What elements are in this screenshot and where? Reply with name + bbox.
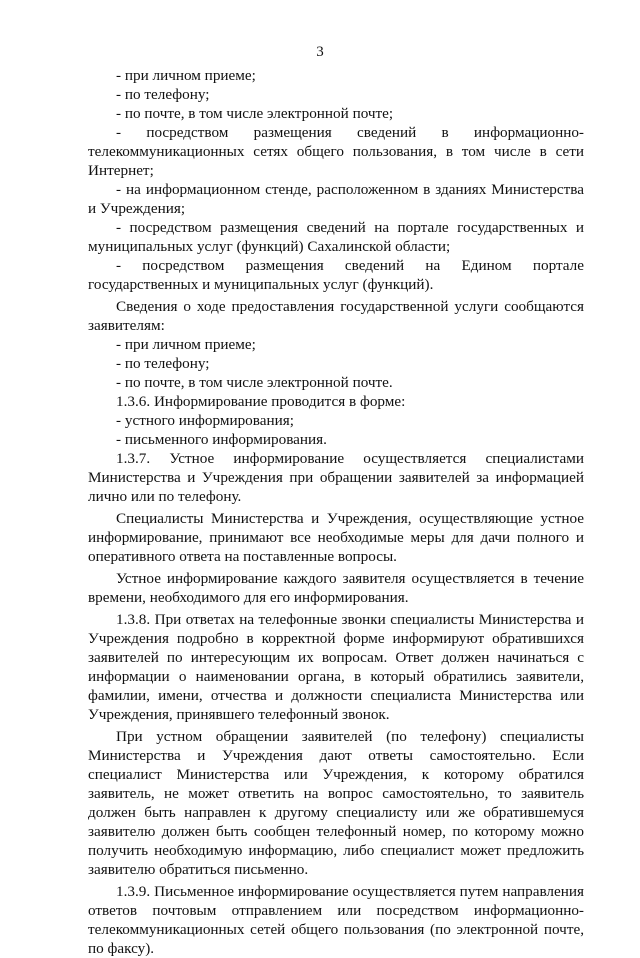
list-item: - посредством размещения сведений в информационно-телекоммуникационных сетях общего пользования, в том числе в сети Интернет; (88, 124, 584, 179)
list-item: - при личном приеме; (116, 67, 256, 84)
paragraph: Устное информирование каждого заявителя осуществляется в течение времени, необходимого для его информирования. (88, 570, 584, 606)
document-body (88, 66, 584, 958)
list-item: - по почте, в том числе электронной почте. (116, 374, 393, 391)
list-item: - по телефону; (116, 355, 210, 372)
list-item: - письменного информирования. (116, 431, 327, 448)
paragraph: Сведения о ходе предоставления государственной услуги сообщаются заявителям: (88, 298, 584, 334)
list-item: - по почте, в том числе электронной почте; (116, 105, 394, 122)
list-item: - посредством размещения сведений на Едином портале государственных и муниципальных услуг (функций). (88, 257, 584, 293)
paragraph: Специалисты Министерства и Учреждения, осуществляющие устное информирование, принимают все необходимые меры для дачи полного и оперативного ответа на поставленные вопросы. (88, 510, 584, 565)
section-paragraph: 1.3.8. При ответах на телефонные звонки специалисты Министерства и Учреждения подробно в корректной форме информируют обратившихся заявителей по интересующим их вопросам. Ответ должен начинаться с информации о наименовании органа, в который обратились заявители, фамилии, имени, отчества и должности специалиста Министерства или Учреждения, принявшего телефонный звонок. (88, 611, 584, 723)
list-item: - устного информирования; (116, 412, 294, 429)
section-paragraph: 1.3.7. Устное информирование осуществляется специалистами Министерства и Учреждения при обращении заявителей за информацией лично или по телефону. (88, 450, 584, 505)
section-paragraph: 1.3.9. Письменное информирование осуществляется путем направления ответов почтовым отправлением или посредством информационно-телекоммуникационных сетей общего пользования (по электронной почте, по факсу). (88, 883, 584, 957)
paragraph: При устном обращении заявителей (по телефону) специалисты Министерства и Учреждения дают ответы самостоятельно. Если специалист Министерства или Учреждения, к которому обратился заявитель, не может ответить на вопрос самостоятельно, то заявитель должен быть направлен к другому специалисту или же обратившемуся заявителю должен быть сообщен телефонный номер, по которому можно получить необходимую информацию, либо специалист может предложить заявителю обратиться письменно. (88, 728, 584, 878)
list-item: - по телефону; (116, 86, 210, 103)
page-number: 3 (316, 44, 324, 60)
section-paragraph: 1.3.6. Информирование проводится в форме: (116, 393, 406, 410)
list-item: - при личном приеме; (116, 336, 256, 353)
list-item: - на информационном стенде, расположенном в зданиях Министерства и Учреждения; (88, 181, 584, 217)
list-item: - посредством размещения сведений на портале государственных и муниципальных услуг (функций) Сахалинской области; (88, 219, 584, 255)
